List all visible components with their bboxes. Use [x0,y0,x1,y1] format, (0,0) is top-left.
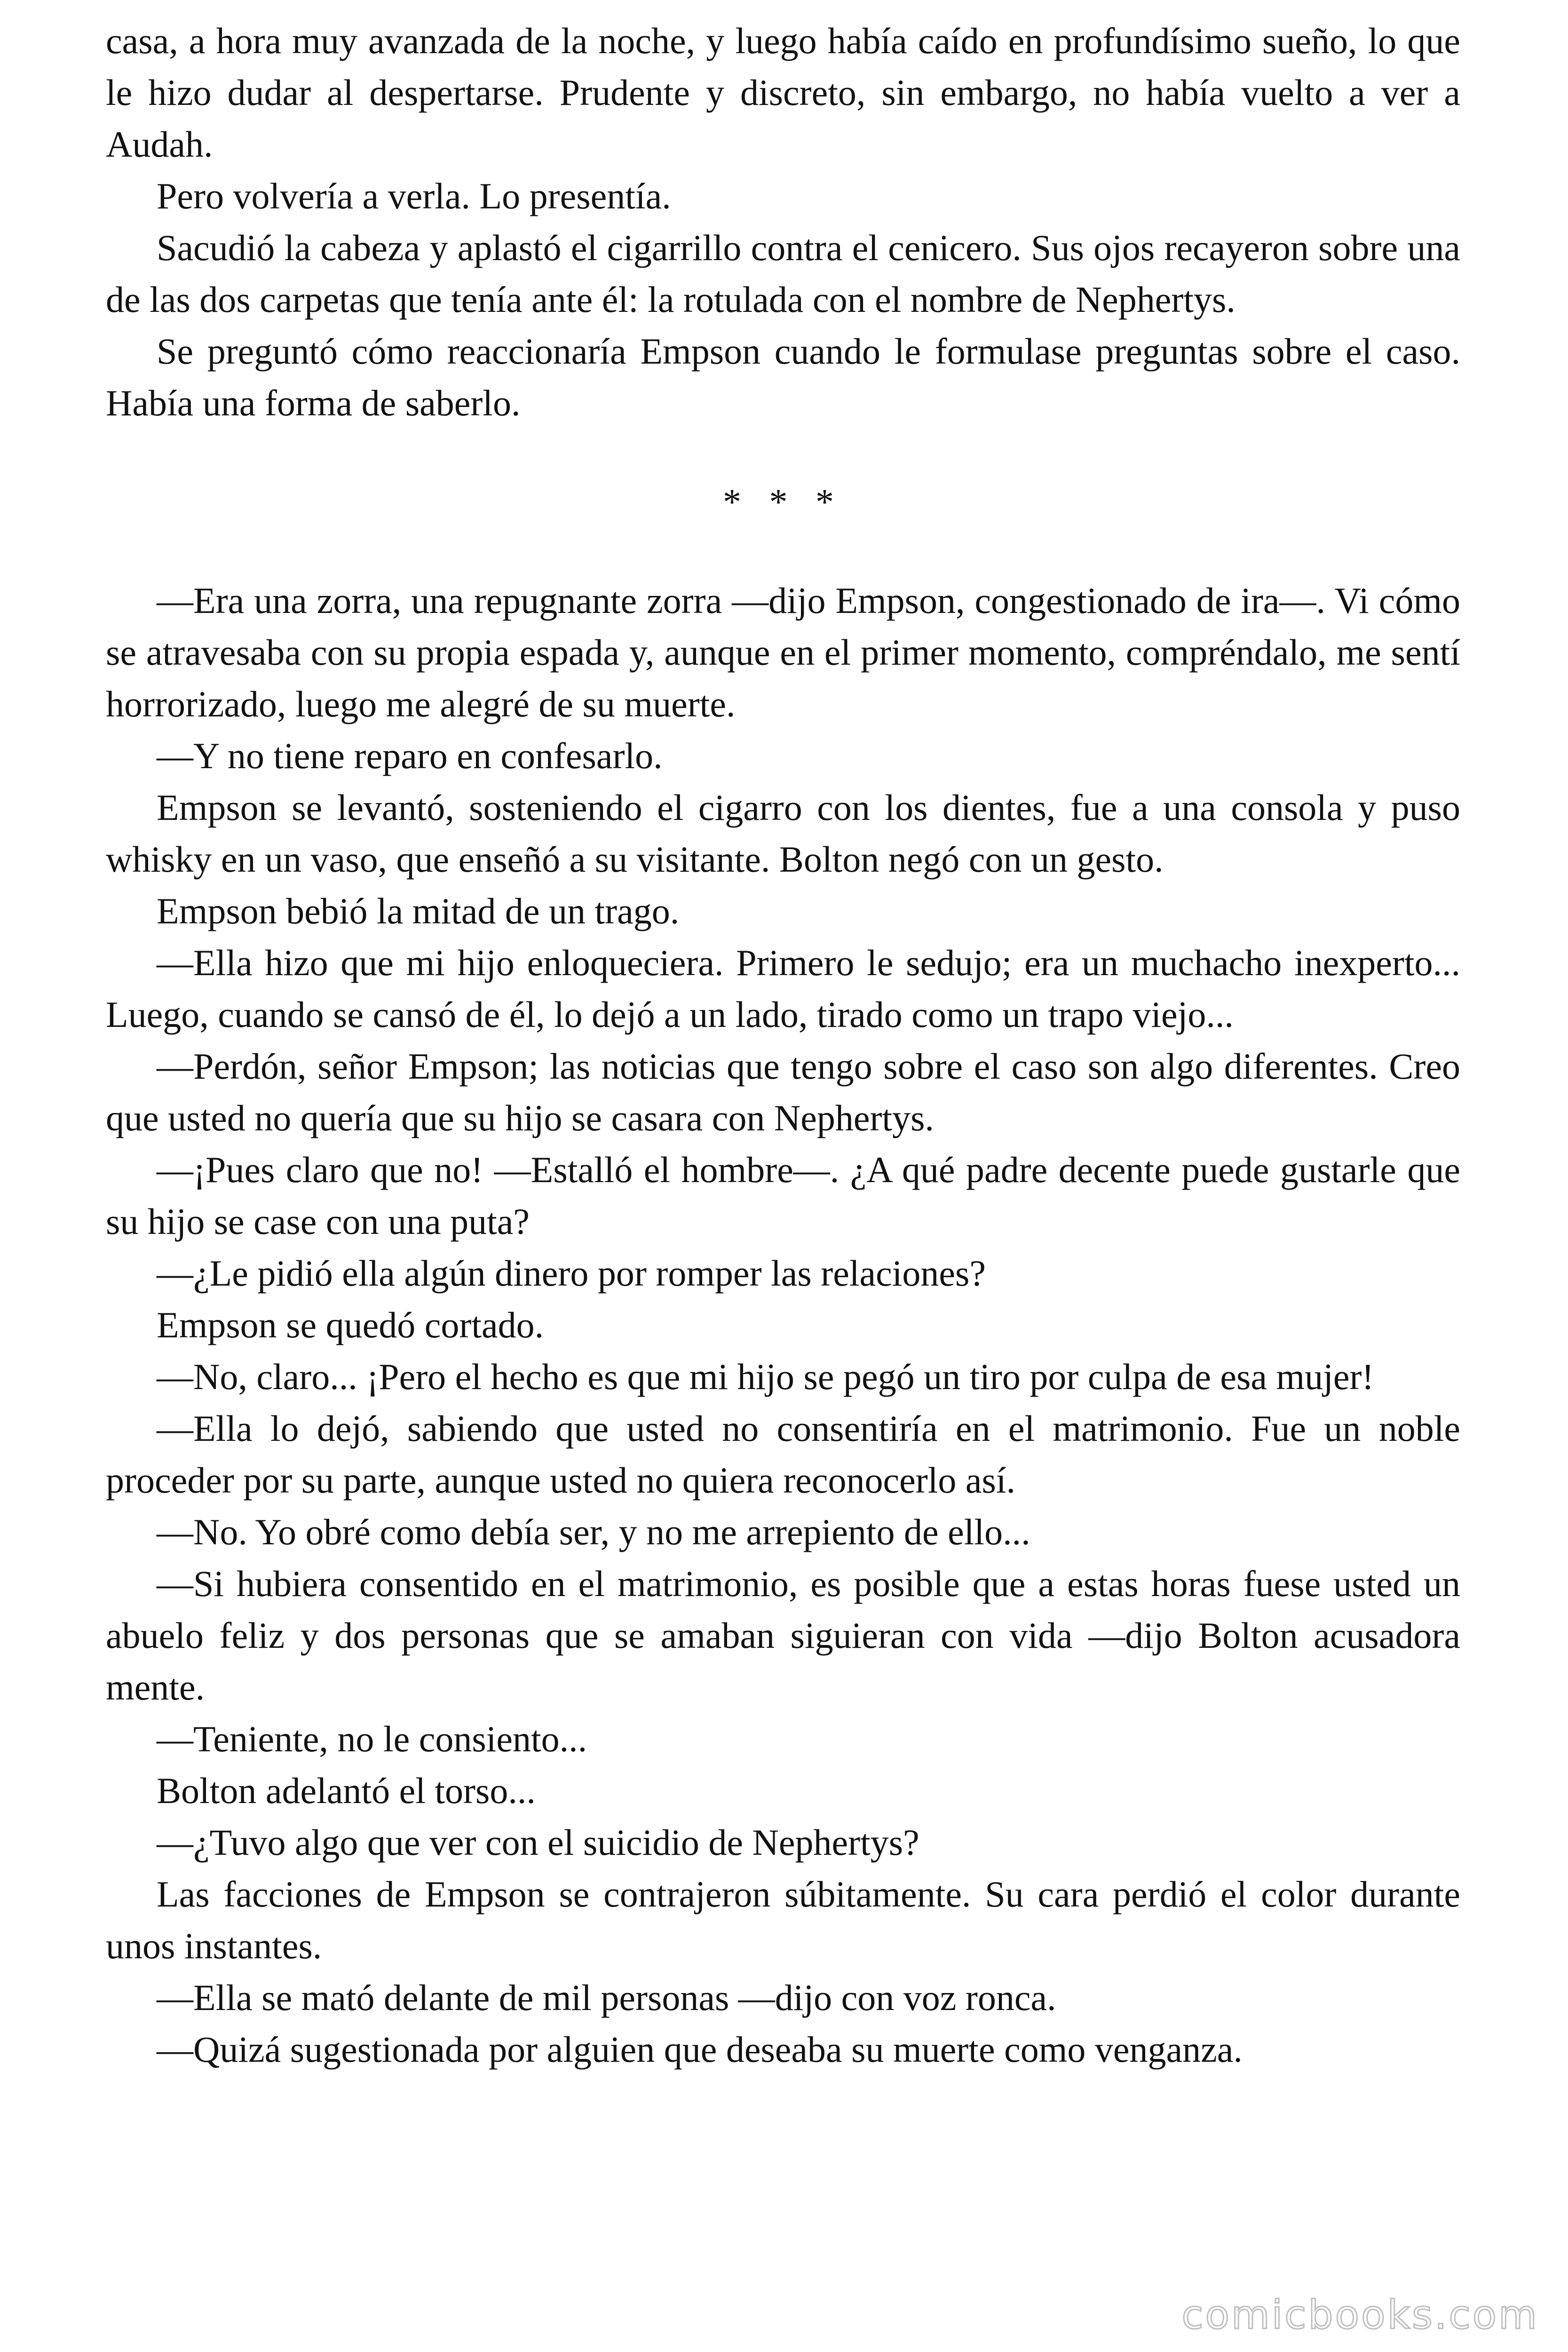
paragraph-continuation: casa, a hora muy avanzada de la noche, y luego había caído en profundísimo sueño, lo que le hizo dudar al despertarse. Prudente y discreto, sin embargo, no había vuelto a ver a Audah. [106,20,1460,165]
dialogue-paragraph: —Ella se mató delante de mil personas —dijo con voz ronca. [157,1977,1056,2018]
dialogue-paragraph: —Ella lo dejó, sabiendo que usted no consentiría en el matrimonio. Fue un noble proceder por su parte, aunque usted no quiera reconocerlo así. [106,1408,1460,1501]
dialogue-paragraph: —¿Le pidió ella algún dinero por romper las relaciones? [157,1253,986,1294]
paragraph: Empson se levantó, sosteniendo el cigarro con los dientes, fue a una consola y puso whisky en un vaso, que enseñó a su visitante. Bolton negó con un gesto. [106,787,1460,880]
paragraph: Bolton adelantó el torso... [157,1770,536,1811]
dialogue-paragraph: —¿Tuvo algo que ver con el suicidio de Nephertys? [157,1822,919,1863]
paragraph: Las facciones de Empson se contrajeron súbitamente. Su cara perdió el color durante unos instantes. [106,1874,1460,1966]
paragraph: Pero volvería a verla. Lo presentía. [157,175,671,216]
dialogue-paragraph: —No. Yo obré como debía ser, y no me arrepiento de ello... [157,1511,1030,1552]
dialogue-paragraph: —Quizá sugestionada por alguien que deseaba su muerte como venganza. [157,2029,1243,2070]
paragraph: Se preguntó cómo reaccionaría Empson cuando le formulase preguntas sobre el caso. Había una forma de saberlo. [106,331,1460,423]
dialogue-paragraph: —Era una zorra, una repugnante zorra —dijo Empson, congestionado de ira—. Vi cómo se atravesaba con su propia espada y, aunque en el primer momento, compréndalo, me sentí horrorizado, luego me alegré de su muerte. [106,580,1460,724]
dialogue-paragraph: —No, claro... ¡Pero el hecho es que mi hijo se pegó un tiro por culpa de esa mujer! [157,1356,1374,1397]
paragraph: Sacudió la cabeza y aplastó el cigarrillo contra el cenicero. Sus ojos recayeron sobre una de las dos carpetas que tenía ante él: la rotulada con el nombre de Nephertys. [106,227,1460,320]
watermark-text: comicbooks.com [1181,2292,1539,2338]
scene-break: * * * [723,481,843,522]
dialogue-paragraph: —Si hubiera consentido en el matrimonio, es posible que a estas horas fuese usted un abuelo feliz y dos personas que se amaban siguieran con vida —dijo Bolton acusadora mente. [106,1563,1460,1708]
paragraph: Empson bebió la mitad de un trago. [157,890,680,931]
page-body [106,15,1460,2075]
dialogue-paragraph: —Perdón, señor Empson; las noticias que tengo sobre el caso son algo diferentes. Creo que usted no quería que su hijo se casara con Nephertys. [106,1046,1460,1138]
paragraph: Empson se quedó cortado. [157,1304,544,1345]
dialogue-paragraph: —Teniente, no le consiento... [157,1718,587,1759]
dialogue-paragraph: —¡Pues claro que no! —Estalló el hombre—. ¿A qué padre decente puede gustarle que su hijo se case con una puta? [106,1149,1460,1242]
dialogue-paragraph: —Y no tiene reparo en confesarlo. [157,735,663,776]
dialogue-paragraph: —Ella hizo que mi hijo enloqueciera. Primero le sedujo; era un muchacho inexperto... Luego, cuando se cansó de él, lo dejó a un lado, tirado como un trapo viejo... [106,942,1460,1035]
